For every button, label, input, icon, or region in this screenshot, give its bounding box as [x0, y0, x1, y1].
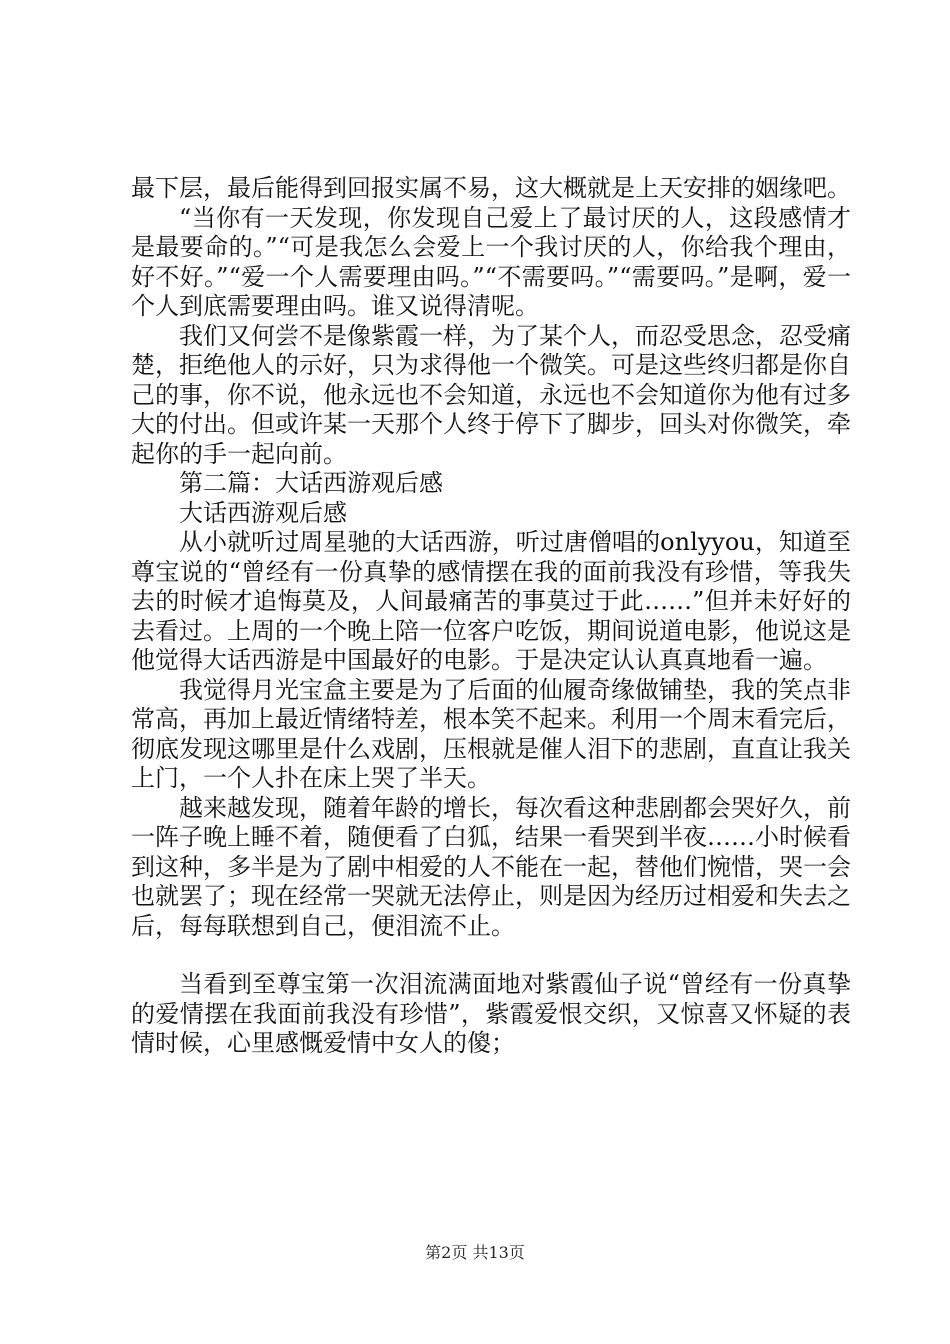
article-title: 大话西游观后感	[179, 498, 347, 527]
paragraph-intro: 从小就听过周星驰的大话西游，听过唐僧唱的onlyyou，知道至尊宝说的“曾经有一份真挚的感情摆在我的面前我没有珍惜，等我失去的时候才追悔莫及，人间最痛苦的事莫过于此……”但并未好好的去看过。上周的一个晚上陪一位客户吃饭，期间说道电影，他说这是他觉得大话西游是中国最好的电影。于是决定认认真真地看一遍。	[131, 528, 851, 674]
paragraph-continuation: 最下层，最后能得到回报实属不易，这大概就是上天安排的姻缘吧。	[131, 174, 851, 202]
paragraph-reflection: 我们又何尝不是像紫霞一样，为了某个人，而忍受思念，忍受痛楚，拒绝他人的示好，只为求得他一个微笑。可是这些终归都是你自己的事，你不说，他永远也不会知道，永远也不会知道你为他有过多大的付出。但或许某一天那个人终于停下了脚步，回头对你微笑，牵起你的手一起向前。	[131, 321, 851, 468]
paragraph-quote-dialogue: “当你有一天发现，你发现自己爱上了最讨厌的人，这段感情才是最要命的。”“可是我怎么会爱上一个我讨厌的人，你给我个理由，好不好。”“爱一个人需要理由吗。”“不需要吗。”“需要吗。”是啊，爱一个人到底需要理由吗。谁又说得清呢。	[131, 203, 851, 320]
paragraph-moonlight-box: 我觉得月光宝盒主要是为了后面的仙履奇缘做铺垫，我的笑点非常高，再加上最近情绪特差，根本笑不起来。利用一个周末看完后，彻底发现这哪里是什么戏剧，压根就是催人泪下的悲剧，直直让我关上门，一个人扑在床上哭了半天。	[131, 675, 851, 792]
section-heading: 第二篇：大话西游观后感	[179, 469, 443, 497]
paragraph-age-tears: 越来越发现，随着年龄的增长，每次看这种悲剧都会哭好久，前一阵子晚上睡不着，随便看了白狐，结果一看哭到半夜……小时候看到这种，多半是为了剧中相爱的人不能在一起，替他们惋惜，哭一会也就罢了；现在经常一哭就无法停止，则是因为经历过相爱和失去之后，每每联想到自己，便泪流不止。	[131, 793, 851, 940]
page-number-footer: 第2页 共13页	[425, 1243, 525, 1262]
paragraph-zhizunbao: 当看到至尊宝第一次泪流满面地对紫霞仙子说“曾经有一份真挚的爱情摆在我面前我没有珍惜”，紫霞爱恨交织，又惊喜又怀疑的表情时候，心里感慨爱情中女人的傻；	[131, 970, 851, 1057]
document-body	[131, 174, 851, 1059]
